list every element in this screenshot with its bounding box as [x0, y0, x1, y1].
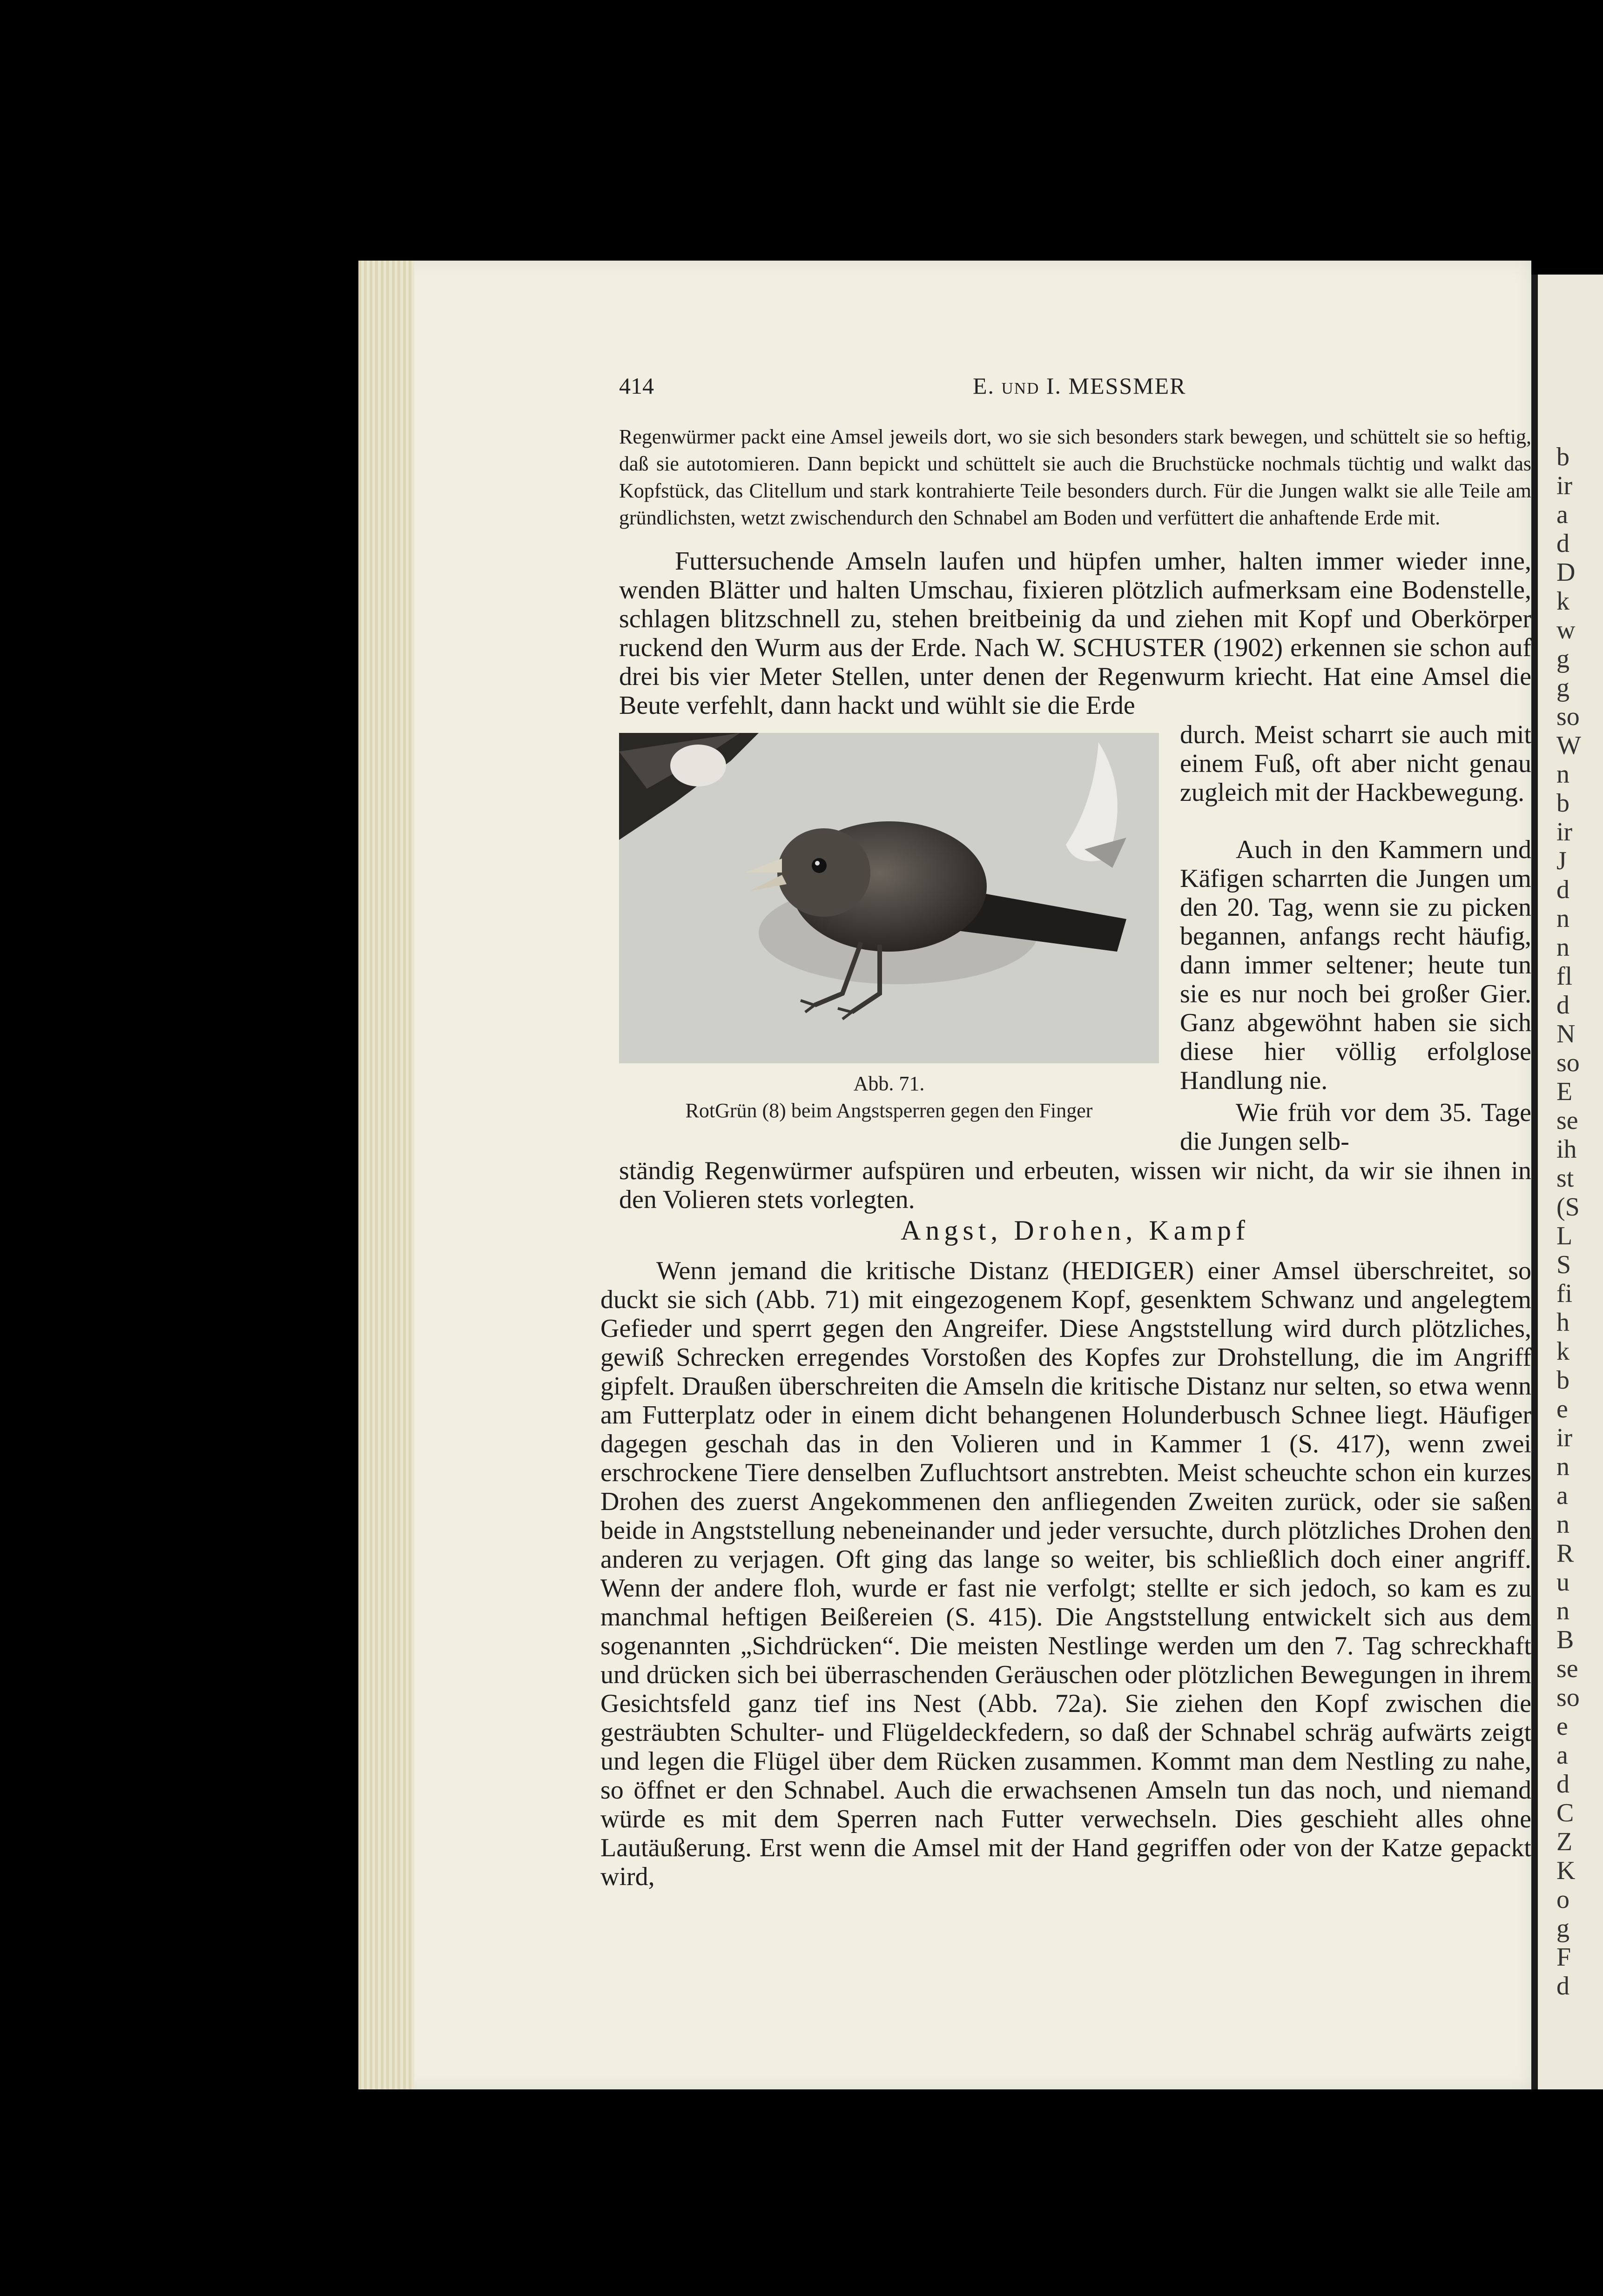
neighbor-letter: d [1556, 875, 1569, 904]
neighbor-letter: n [1556, 904, 1569, 933]
paragraph-cages: Auch in den Kammern und Käfigen scharrten die Jungen um den 20. Tag, wenn sie zu picken begannen, anfangs recht häufig, dann immer seltener; heute tun sie es nur noch bei großer Gier. Ganz abgewöhnt haben sie sich diese hier völlig erfolglose Handlung nie. [1180, 835, 1531, 1095]
neighbor-letter: so [1556, 1683, 1580, 1712]
neighbor-letter: h [1556, 1308, 1569, 1337]
neighbor-letter: n [1556, 760, 1569, 789]
page-header [619, 372, 1522, 410]
neighbor-letter: D [1556, 558, 1576, 587]
neighbor-letter: (S [1556, 1193, 1580, 1222]
neighbor-letter: E [1556, 1077, 1573, 1106]
running-head: E. und I. MESSMER [973, 373, 1186, 399]
neighbor-letter: n [1556, 1597, 1569, 1625]
neighbor-letter: R [1556, 1539, 1574, 1568]
neighbor-letter: se [1556, 1654, 1578, 1683]
neighbor-letter: ir [1556, 471, 1573, 500]
neighbor-letter: k [1556, 1337, 1569, 1366]
neighbor-letter: W [1556, 731, 1581, 760]
neighbor-letter: k [1556, 587, 1569, 616]
neighbor-letter: F [1556, 1943, 1571, 1972]
neighbor-letter: n [1556, 933, 1569, 962]
neighbor-letter: n [1556, 1510, 1569, 1539]
neighbor-letter: fi [1556, 1279, 1573, 1308]
neighbor-letter: B [1556, 1625, 1574, 1654]
figure-caption: RotGrün (8) beim Angstsperren gegen den Finger [685, 1099, 1093, 1122]
neighbor-letter: ir [1556, 1423, 1573, 1452]
neighbor-letter: a [1556, 1741, 1568, 1770]
neighbor-letter: N [1556, 1020, 1576, 1048]
neighbor-letter: n [1556, 1452, 1569, 1481]
neighbor-letter: g [1556, 1914, 1569, 1943]
neighbor-letter: Z [1556, 1827, 1573, 1856]
figure-label: Abb. 71. [853, 1072, 925, 1095]
paragraph-early-start: Wie früh vor dem 35. Tage die Jungen selb- [1180, 1098, 1531, 1156]
page-number: 414 [619, 373, 654, 399]
neighbor-letter: u [1556, 1568, 1569, 1597]
blackbird-photo-illustration [619, 733, 1159, 1063]
paragraph-fear-threat: Wenn jemand die kritische Distanz (HEDIGER) einer Amsel überschreitet, so duckt sie sich (Abb. 71) mit eingezogenem Kopf, gesenktem Schwanz und angelegtem Gefieder und sperrt gegen den Angreifer. Diese Angststellung wird durch plötzliches, gewiß Schrecken erregendes Vorstoßen des Kopfes zur Drohstellung, die im Angriff gipfelt. Draußen überschreiten die Amseln die kritische Distanz nur selten, so etwa wenn am Futterplatz oder in einem dicht behangenen Holunderbusch Schnee liegt. Häufiger dagegen geschah das in den Volieren und in Kammer 1 (S. 417), wenn zwei erschrockene Tiere denselben Zufluchtsort anstrebten. Meist scheuchte schon ein kurzes Drohen des zuerst Angekommenen den anfliegenden Zweiten zurück, oder sie saßen beide in Angststellung nebeneinander und jeder versuchte, durch plötzliches Drohen den anderen zu verjagen. Oft ging das lange so weiter, bis schließlich doch einer angriff. Wenn der andere floh, wurde er fast nie verfolgt; stellte er sich jedoch, so kam es zu manchmal heftigen Beißereien (S. 415). Die Angststellung entwickelt sich aus dem sogenannten „Sichdrücken“. Die meisten Nestlinge werden um den 7. Tag schreckhaft und drücken sich bei überraschenden Geräuschen oder plötzlichen Bewegungen in ihrem Gesichtsfeld ganz tief ins Nest (Abb. 72a). Sie ziehen den Kopf zwischen die gesträubten Schulter- und Flügeldeckfedern, so daß der Schnabel schräg aufwärts zeigt und legen die Flügel über dem Rücken zusammen. Kommt man dem Nestling zu nahe, so öffnet er den Schnabel. Auch die erwachsenen Amseln tun das noch, und niemand würde es mit dem Sperren nach Futter verwechseln. Dies geschieht alles ohne Lautäußerung. Erst wenn die Amsel mit der Hand gegriffen oder von der Katze gepackt wird, [600, 1256, 1531, 1891]
neighbor-letter: ir [1556, 818, 1573, 846]
neighbor-letter: so [1556, 1048, 1580, 1077]
neighbor-letter: a [1556, 1481, 1568, 1510]
neighbor-letter: S [1556, 1250, 1571, 1279]
page-edge [358, 261, 414, 2089]
neighbor-letter: se [1556, 1106, 1578, 1135]
neighbor-letter: st [1556, 1164, 1574, 1193]
neighbor-letter: ih [1556, 1135, 1577, 1164]
neighbor-letter: fl [1556, 962, 1573, 991]
paragraph-early-end: ständig Regenwürmer aufspüren und erbeuten, wissen wir nicht, da wir sie ihnen in den Volieren stets vorlegten. [619, 1156, 1531, 1214]
neighbor-letter: K [1556, 1856, 1576, 1885]
figure-photo [619, 733, 1159, 1063]
paragraph-scratching: durch. Meist scharrt sie auch mit einem Fuß, oft aber nicht genau zugleich mit der Hackbewegung. [1180, 720, 1531, 807]
paragraph-worm-handling: Regenwürmer packt eine Amsel jeweils dort, wo sie sich besonders stark bewegen, und schüttelt sie so heftig, daß sie autotomieren. Dann bepickt und schüttelt sie auch die Bruchstücke nochmals tüchtig und walkt das Kopfstück, das Clitellum und stark kontrahierte Teile besonders durch. Für die Jungen walkt sie alle Teile am gründlichsten, wetzt zwischendurch den Schnabel am Boden und verfüttert die anhaftende Erde mit. [619, 425, 1531, 529]
figure-caption-block [619, 1070, 1159, 1124]
neighbor-page [1531, 275, 1603, 2089]
neighbor-letter: d [1556, 991, 1569, 1020]
neighbor-letter: J [1556, 846, 1567, 875]
neighbor-letter: d [1556, 529, 1569, 558]
neighbor-letter: L [1556, 1222, 1573, 1250]
neighbor-letter: so [1556, 702, 1580, 731]
neighbor-letter: b [1556, 789, 1569, 818]
neighbor-letter: g [1556, 673, 1569, 702]
neighbor-letter: e [1556, 1712, 1568, 1741]
neighbor-letter: d [1556, 1972, 1569, 2001]
neighbor-letter: g [1556, 644, 1569, 673]
section-heading: Angst, Drohen, Kampf [901, 1215, 1250, 1246]
neighbor-letter: o [1556, 1885, 1569, 1914]
neighbor-letter: w [1556, 616, 1576, 644]
neighbor-letter: d [1556, 1770, 1569, 1799]
paragraph-foraging: Futtersuchende Amseln laufen und hüpfen umher, halten immer wieder inne, wenden Blätter und halten Umschau, fixieren plötzlich aufmerksam eine Bodenstelle, schlagen blitzschnell zu, stehen breitbeinig da und ziehen mit Kopf und Oberkörper ruckend den Wurm aus der Erde. Nach W. SCHUSTER (1902) erkennen sie schon auf drei bis vier Meter Stellen, unter denen der Regenwurm kriecht. Hat eine Amsel die Beute verfehlt, dann hackt und wühlt sie die Erde [619, 547, 1531, 720]
neighbor-letter: a [1556, 500, 1568, 529]
neighbor-letter: e [1556, 1395, 1568, 1423]
neighbor-letter: b [1556, 443, 1569, 471]
neighbor-letter: b [1556, 1366, 1569, 1395]
neighbor-letter: C [1556, 1799, 1574, 1827]
